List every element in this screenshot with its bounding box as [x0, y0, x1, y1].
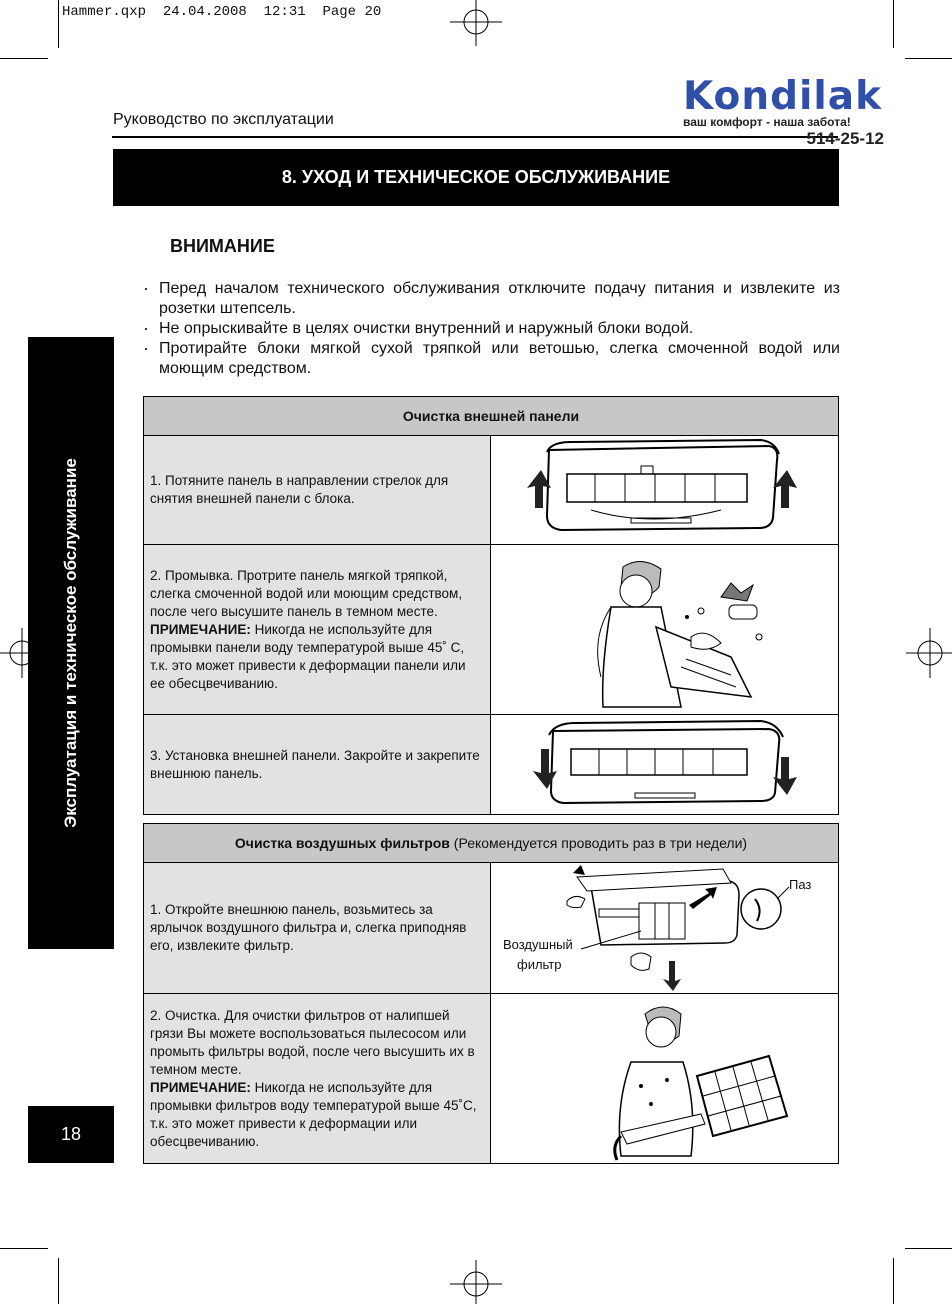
filter-step-2-note-label: ПРИМЕЧАНИЕ:	[150, 1079, 251, 1095]
logo-phone: 514-25-12	[806, 129, 884, 148]
air-filter-label-line2: фильтр	[517, 956, 562, 972]
vacuum-filter-illustration	[491, 994, 839, 1164]
filter-step-2-lead: 2. Очистка. Для очистки фильтров от налипшей грязи Вы можете воспользоваться пылесосом или промыть фильтры водой, после чего высушить их в темном месте.	[150, 1007, 475, 1077]
attention-list	[143, 279, 840, 379]
registration-mark-top	[450, 0, 502, 48]
registration-mark-right	[906, 628, 952, 678]
panel-step-1-text: 1. Потяните панель в направлении стрелок для снятия внешней панели с блока.	[144, 436, 491, 545]
filter-step-1-text: 1. Откройте внешнюю панель, возьмитесь за ярлычок воздушного фильтра и, слегка приподняв его, извлеките фильтр.	[144, 863, 491, 994]
remove-filter-illustration	[491, 863, 839, 994]
registration-mark-bottom	[450, 1258, 502, 1304]
install-panel-illustration	[491, 715, 839, 815]
panel-cleaning-table	[143, 396, 839, 815]
panel-step-2-lead: 2. Промывка. Протрите панель мягкой тряпкой, слегка смоченной водой или моющим средством, после чего высушите панель в темном месте.	[150, 567, 463, 619]
sidebar-label: Эксплуатация и техническое обслуживание	[61, 458, 80, 828]
running-header: Руководство по эксплуатации	[113, 111, 334, 128]
page-number: 18	[28, 1106, 114, 1163]
attention-item: · Протирайте блоки мягкой сухой тряпкой или ветошью, слегка смоченной водой или моющим средством.	[143, 339, 840, 379]
filter-table-header: Очистка воздушных фильтров (Рекомендуется проводить раз в три недели)	[144, 824, 839, 863]
panel-step-3-text: 3. Установка внешней панели. Закройте и закрепите внешнюю панель.	[144, 715, 491, 815]
panel-table-header: Очистка внешней панели	[144, 397, 839, 436]
panel-step-2-note-label: ПРИМЕЧАНИЕ:	[150, 621, 251, 637]
slot-label: Паз	[789, 876, 812, 892]
logo-slogan: ваш комфорт - наша забота!	[683, 115, 851, 129]
print-slug: Hammer.qxp 24.04.2008 12:31 Page 20	[62, 4, 382, 20]
attention-item: · Перед началом технического обслуживания отключите подачу питания и извлеките из розетки штепсель.	[143, 279, 840, 319]
filter-step-2-note: Никогда не используйте для промывки фильтров воду температурой выше 45˚C, т.к. это может привести к деформации или обесцвечиванию.	[150, 1079, 477, 1149]
remove-panel-illustration	[491, 436, 839, 545]
air-filter-label-line1: Воздушный	[503, 936, 573, 952]
filter-cleaning-table	[143, 823, 839, 1164]
panel-step-2-note: Никогда не используйте для промывки панели воду температурой выше 45˚ C, т.к. это может привести к деформации панели или ее обесцвечиванию.	[150, 621, 466, 691]
attention-item: · Не опрыскивайте в целях очистки внутренний и наружный блоки водой.	[143, 319, 840, 339]
panel-step-2-text	[144, 545, 491, 715]
kondilak-logo	[683, 74, 888, 149]
section-title: 8. УХОД И ТЕХНИЧЕСКОЕ ОБСЛУЖИВАНИЕ	[113, 149, 839, 206]
logo-name: Kondilak	[683, 74, 883, 119]
washing-panel-illustration	[491, 545, 839, 715]
filter-step-2-text	[144, 994, 491, 1164]
attention-heading: ВНИМАНИЕ	[170, 236, 275, 256]
